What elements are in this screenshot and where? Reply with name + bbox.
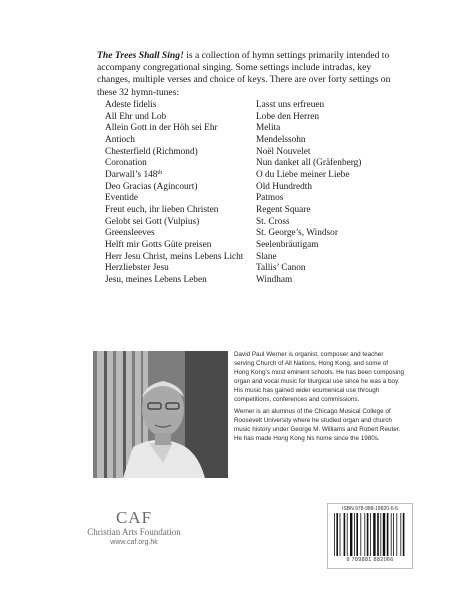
- barcode-bar: [380, 513, 381, 556]
- intro-text: is a collection of hymn settings primarily intended to accompany congregational singing. Some settings include intradas, key changes, multiple verses and choice of keys. There are over forty settings on these 32 hymn-tunes:: [97, 50, 391, 98]
- hymn-tune-item: Herzliebster Jesu: [105, 263, 169, 274]
- barcode-digits: 9 789881 882066: [346, 557, 394, 563]
- barcode-bar: [400, 513, 401, 556]
- barcode-bar: [393, 513, 394, 556]
- publisher-url: www.caf.org.hk: [110, 539, 158, 546]
- hymn-tune-item: Adeste fidelis: [105, 100, 157, 110]
- hymn-tune-item: Lasst uns erfreuen: [256, 100, 325, 110]
- barcode-bar: [387, 513, 389, 556]
- bio-paragraph-2: Werner is an alumnus of the Chicago Musical College of Roosevelt University where he studied organ and church music history under George M. Williams and Robert Reuter. He has made Hong Kong his home since the 1980s.: [234, 408, 401, 443]
- ordinal-suffix: th: [157, 169, 163, 176]
- barcode-bar: [344, 513, 346, 556]
- bio-paragraph-1: David Paul Werner is organist, composer and teacher serving Church of All Nations, Hong Kong, and some of Hong Kong’s most eminent schools. He has been composing organ and vocal music for liturgical use since he was a boy. His music has gained wider ecumenical use through competitions, conferences and commissions.: [234, 351, 404, 403]
- hymn-tune-item: Regent Square: [256, 204, 311, 215]
- barcode-bar: [336, 513, 338, 556]
- hymn-tune-item: Deo Gracias (Agincourt): [105, 181, 198, 192]
- author-photo-image: [93, 351, 228, 478]
- hymn-tune-item: Coronation: [105, 158, 147, 169]
- hymn-tune-item: Greensleeves: [105, 228, 155, 239]
- publisher-name: Christian Arts Foundation: [87, 527, 181, 537]
- hymn-tune-item: All Ehr und Lob: [105, 111, 167, 122]
- hymn-tune-item: St. George’s, Windsor: [256, 228, 338, 239]
- hymn-tune-item: Old Hundredth: [256, 181, 313, 192]
- barcode-bar: [383, 513, 385, 556]
- author-biography: [234, 351, 404, 448]
- hymn-tune-item: Jesu, meines Lebens Leben: [105, 274, 207, 285]
- logo-mark: CAF: [115, 508, 153, 527]
- barcode-bar: [370, 513, 371, 556]
- hymn-tune-item: Herr Jesu Christ, meins Lebens Licht: [105, 251, 244, 262]
- barcode-bar: [347, 513, 348, 556]
- barcode-bar: [334, 513, 335, 556]
- barcode-bar: [403, 513, 405, 556]
- hymn-tune-item: Gelobt sei Gott (Vulpius): [105, 216, 200, 227]
- author-photo: [93, 351, 228, 478]
- isbn-barcode: [327, 503, 413, 569]
- hymn-tune-item: Allein Gott in der Höh sei Ehr: [105, 123, 218, 134]
- barcode-bar: [356, 513, 358, 556]
- hymn-tune-item: Slane: [256, 251, 277, 262]
- hymn-tune-item: Noël Nouvelet: [256, 146, 311, 157]
- hymn-tune-item: Windham: [256, 274, 293, 285]
- hymn-tune-item: Chesterfield (Richmond): [105, 146, 198, 157]
- intro-paragraph: [97, 50, 397, 99]
- hymn-tune-column-left: [105, 100, 255, 287]
- book-title: The Trees Shall Sing!: [97, 50, 184, 61]
- hymn-tune-item: Melita: [256, 123, 281, 134]
- hymn-tune-column-right: [256, 100, 406, 287]
- barcode-bar: [377, 513, 379, 556]
- barcode-bar: [396, 513, 397, 556]
- hymn-tune-item: Helft mir Gotts Güte preisen: [105, 239, 212, 250]
- barcode-bar: [350, 513, 352, 556]
- isbn-text: ISBN 978-988-18820-6-6: [342, 506, 398, 512]
- barcode-bar: [373, 513, 375, 556]
- barcode-bar: [391, 513, 392, 556]
- hymn-tune-item: O du Liebe meiner Liebe: [256, 169, 350, 180]
- hymn-tune-item: Seelenbräutigam: [256, 239, 319, 250]
- barcode-bar: [360, 513, 361, 556]
- hymn-tune-item: Lobe den Herren: [256, 111, 319, 122]
- hymn-tune-item: Tallis’ Canon: [256, 263, 306, 274]
- barcode-bar: [364, 513, 365, 556]
- hymn-tune-item: Mendelssohn: [256, 134, 306, 145]
- barcode-bar: [340, 513, 341, 556]
- hymn-tune-item: St. Cross: [256, 216, 290, 227]
- hymn-tune-item: Freut euch, ihr lieben Christen: [105, 204, 219, 215]
- barcode-bar: [367, 513, 369, 556]
- hymn-tune-item: Nun danket all (Gräfenberg): [256, 158, 362, 169]
- publisher-logo: [84, 509, 184, 547]
- barcode-bar: [354, 513, 355, 556]
- hymn-tune-item: Patmos: [256, 193, 284, 204]
- hymn-tune-item: Eventide: [105, 193, 139, 204]
- hymn-tune-item: Darwall’s 148th: [105, 169, 163, 180]
- hymn-tune-item: Antioch: [105, 134, 135, 145]
